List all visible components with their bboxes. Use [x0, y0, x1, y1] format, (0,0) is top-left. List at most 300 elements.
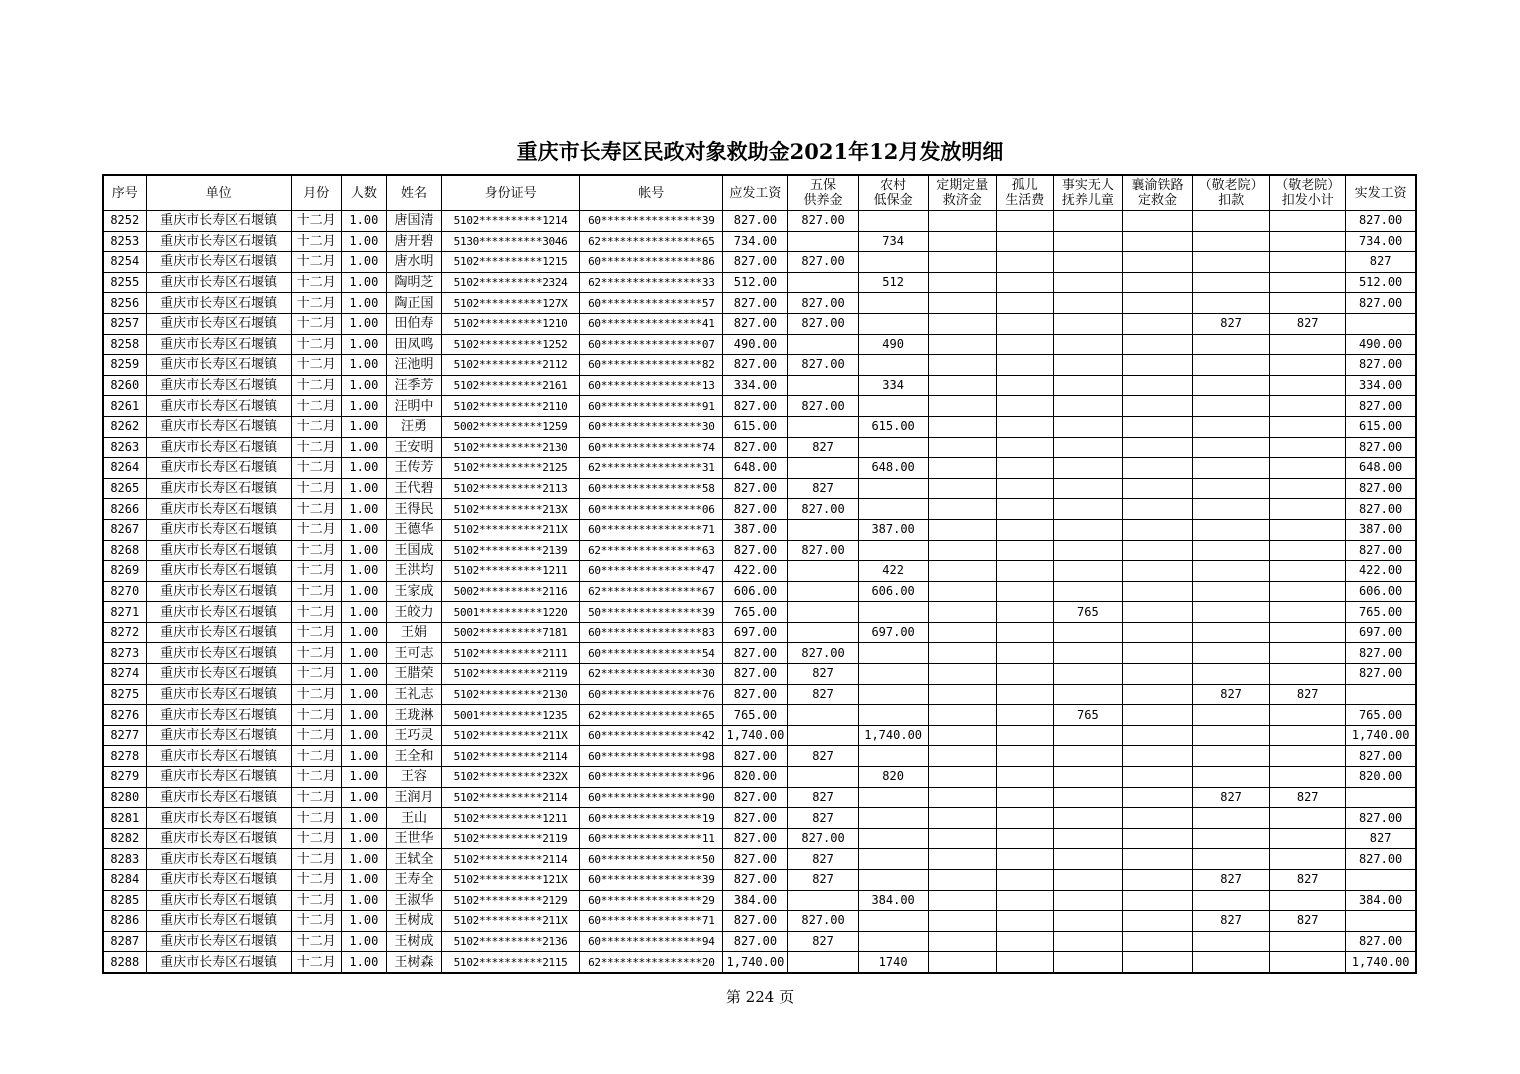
- table-cell: [1193, 808, 1270, 829]
- table-cell: [996, 252, 1053, 273]
- table-cell: 60****************86: [580, 252, 723, 273]
- table-cell: [1053, 664, 1122, 685]
- table-cell: 重庆市长寿区石堰镇: [146, 416, 291, 437]
- table-cell: 重庆市长寿区石堰镇: [146, 746, 291, 767]
- table-cell: 1.00: [341, 293, 386, 314]
- table-cell: 60****************58: [580, 478, 723, 499]
- table-cell: 5102**********121X: [441, 870, 579, 891]
- table-cell: 重庆市长寿区石堰镇: [146, 931, 291, 952]
- table-cell: [996, 519, 1053, 540]
- table-cell: [928, 828, 996, 849]
- table-cell: 5102**********2112: [441, 355, 579, 376]
- table-cell: [1053, 931, 1122, 952]
- table-cell: [788, 519, 858, 540]
- table-cell: [1053, 355, 1122, 376]
- table-cell: 重庆市长寿区石堰镇: [146, 355, 291, 376]
- table-cell: 重庆市长寿区石堰镇: [146, 828, 291, 849]
- column-header: [441, 175, 579, 211]
- table-cell: [1193, 355, 1270, 376]
- table-cell: [1270, 746, 1346, 767]
- table-cell: 1.00: [341, 519, 386, 540]
- table-cell: 60****************13: [580, 375, 723, 396]
- table-cell: [1122, 313, 1192, 334]
- table-row: [103, 664, 1416, 685]
- table-cell: [1122, 499, 1192, 520]
- table-cell: 827.00: [1346, 746, 1416, 767]
- table-cell: 王寿全: [386, 870, 441, 891]
- table-cell: [1053, 870, 1122, 891]
- table-cell: [928, 231, 996, 252]
- table-cell: [1193, 952, 1270, 973]
- table-cell: 60****************74: [580, 437, 723, 458]
- table-cell: 60****************71: [580, 911, 723, 932]
- table-cell: [1122, 231, 1192, 252]
- table-cell: [1193, 293, 1270, 314]
- table-cell: [858, 437, 928, 458]
- table-cell: 827.00: [723, 684, 788, 705]
- table-cell: 重庆市长寿区石堰镇: [146, 478, 291, 499]
- table-cell: [1122, 931, 1192, 952]
- table-cell: 1.00: [341, 808, 386, 829]
- table-cell: 334.00: [723, 375, 788, 396]
- table-cell: [1270, 416, 1346, 437]
- table-cell: [1122, 849, 1192, 870]
- table-cell: [788, 890, 858, 911]
- table-cell: 1.00: [341, 684, 386, 705]
- table-cell: 8266: [103, 499, 146, 520]
- table-cell: [1270, 519, 1346, 540]
- column-header-line: 定救金: [1137, 193, 1177, 208]
- table-cell: 8254: [103, 252, 146, 273]
- column-header-line: 身份证号: [484, 185, 537, 201]
- table-cell: [1270, 952, 1346, 973]
- table-cell: 422.00: [723, 561, 788, 582]
- table-cell: 5102**********1210: [441, 313, 579, 334]
- table-cell: [858, 787, 928, 808]
- table-cell: 60****************54: [580, 643, 723, 664]
- table-cell: 王安明: [386, 437, 441, 458]
- table-cell: [1346, 787, 1416, 808]
- table-cell: 5102**********1215: [441, 252, 579, 273]
- table-cell: 王腊荣: [386, 664, 441, 685]
- table-cell: [1193, 375, 1270, 396]
- table-cell: [1053, 313, 1122, 334]
- table-cell: 827.00: [1346, 808, 1416, 829]
- table-cell: 重庆市长寿区石堰镇: [146, 519, 291, 540]
- table-cell: 5102**********211X: [441, 519, 579, 540]
- table-cell: [928, 767, 996, 788]
- table-cell: 1,740.00: [723, 952, 788, 973]
- table-cell: 5102**********2130: [441, 684, 579, 705]
- table-cell: 5102**********2125: [441, 458, 579, 479]
- table-cell: [1053, 684, 1122, 705]
- table-row: [103, 272, 1416, 293]
- table-cell: 62****************20: [580, 952, 723, 973]
- table-cell: 十二月: [291, 313, 341, 334]
- table-cell: 1.00: [341, 870, 386, 891]
- table-cell: [1053, 849, 1122, 870]
- table-cell: 陶正国: [386, 293, 441, 314]
- column-header-line: 定期定量: [936, 178, 989, 193]
- table-cell: [1053, 952, 1122, 973]
- table-cell: 5001**********1235: [441, 705, 579, 726]
- table-cell: 1.00: [341, 602, 386, 623]
- table-cell: 5102**********2110: [441, 396, 579, 417]
- table-cell: [858, 808, 928, 829]
- table-cell: 62****************31: [580, 458, 723, 479]
- table-cell: [996, 458, 1053, 479]
- table-cell: [928, 931, 996, 952]
- table-cell: 827.00: [1346, 437, 1416, 458]
- table-cell: [996, 828, 1053, 849]
- table-cell: [1270, 458, 1346, 479]
- table-cell: 十二月: [291, 725, 341, 746]
- table-cell: 1740: [858, 952, 928, 973]
- table-cell: 827.00: [723, 437, 788, 458]
- column-header-line: 生活费: [1005, 193, 1045, 208]
- table-cell: [928, 519, 996, 540]
- table-cell: 1,740.00: [858, 725, 928, 746]
- table-cell: 1.00: [341, 705, 386, 726]
- table-cell: 8288: [103, 952, 146, 973]
- table-cell: 827.00: [1346, 293, 1416, 314]
- table-cell: 827: [788, 746, 858, 767]
- table-cell: 8261: [103, 396, 146, 417]
- table-cell: 615.00: [1346, 416, 1416, 437]
- table-cell: [1053, 272, 1122, 293]
- table-cell: [1053, 643, 1122, 664]
- table-cell: 60****************91: [580, 396, 723, 417]
- table-cell: [1122, 355, 1192, 376]
- table-cell: 十二月: [291, 808, 341, 829]
- table-cell: 827.00: [1346, 355, 1416, 376]
- table-cell: 1.00: [341, 622, 386, 643]
- table-cell: [928, 622, 996, 643]
- table-cell: [996, 396, 1053, 417]
- table-cell: 8275: [103, 684, 146, 705]
- table-cell: [1122, 334, 1192, 355]
- table-cell: [996, 849, 1053, 870]
- table-cell: [1122, 664, 1192, 685]
- table-cell: [996, 952, 1053, 973]
- table-cell: [996, 767, 1053, 788]
- table-cell: [1270, 581, 1346, 602]
- table-cell: 827.00: [723, 808, 788, 829]
- table-row: [103, 231, 1416, 252]
- table-cell: 5102**********213X: [441, 499, 579, 520]
- table-cell: [928, 561, 996, 582]
- table-cell: [1122, 890, 1192, 911]
- table-cell: 5001**********1220: [441, 602, 579, 623]
- table-cell: 5102**********1252: [441, 334, 579, 355]
- table-cell: 王皎力: [386, 602, 441, 623]
- table-cell: 十二月: [291, 890, 341, 911]
- table-row: [103, 849, 1416, 870]
- table-cell: [1193, 746, 1270, 767]
- table-cell: [1122, 561, 1192, 582]
- table-cell: [1270, 849, 1346, 870]
- table-row: [103, 458, 1416, 479]
- table-row: [103, 767, 1416, 788]
- table-cell: 827.00: [1346, 643, 1416, 664]
- table-cell: [996, 664, 1053, 685]
- table-cell: [788, 952, 858, 973]
- table-cell: 5102**********2324: [441, 272, 579, 293]
- table-cell: 827.00: [788, 540, 858, 561]
- table-cell: 5102**********1211: [441, 808, 579, 829]
- table-cell: 827.00: [1346, 211, 1416, 232]
- table-cell: 648.00: [723, 458, 788, 479]
- table-cell: 王巧灵: [386, 725, 441, 746]
- table-cell: [1346, 684, 1416, 705]
- table-cell: [928, 293, 996, 314]
- column-header: [580, 175, 723, 211]
- table-cell: [858, 499, 928, 520]
- table-cell: 60****************07: [580, 334, 723, 355]
- table-body: [103, 211, 1416, 973]
- table-cell: 1.00: [341, 334, 386, 355]
- table-cell: [788, 334, 858, 355]
- table-cell: 十二月: [291, 746, 341, 767]
- column-header-line: 救济金: [942, 193, 982, 208]
- table-cell: 827.00: [723, 787, 788, 808]
- table-cell: [928, 787, 996, 808]
- table-cell: 8284: [103, 870, 146, 891]
- table-cell: 1.00: [341, 416, 386, 437]
- table-cell: 5002**********7181: [441, 622, 579, 643]
- table-cell: 765.00: [723, 602, 788, 623]
- table-cell: [1193, 890, 1270, 911]
- table-cell: 1.00: [341, 540, 386, 561]
- table-cell: 重庆市长寿区石堰镇: [146, 643, 291, 664]
- table-cell: 5102**********1214: [441, 211, 579, 232]
- table-cell: 王树森: [386, 952, 441, 973]
- table-cell: [788, 725, 858, 746]
- table-cell: [996, 231, 1053, 252]
- table-row: [103, 952, 1416, 973]
- table-cell: 1.00: [341, 355, 386, 376]
- table-cell: 827.00: [1346, 664, 1416, 685]
- table-cell: [1193, 334, 1270, 355]
- table-cell: 827.00: [788, 355, 858, 376]
- table-cell: [996, 561, 1053, 582]
- table-cell: 重庆市长寿区石堰镇: [146, 252, 291, 273]
- table-row: [103, 581, 1416, 602]
- table-cell: [1053, 458, 1122, 479]
- table-cell: 十二月: [291, 931, 341, 952]
- table-cell: 827.00: [1346, 540, 1416, 561]
- table-cell: 重庆市长寿区石堰镇: [146, 725, 291, 746]
- table-cell: 重庆市长寿区石堰镇: [146, 767, 291, 788]
- table-cell: 512.00: [1346, 272, 1416, 293]
- table-cell: 重庆市长寿区石堰镇: [146, 808, 291, 829]
- table-cell: 十二月: [291, 602, 341, 623]
- table-cell: 1.00: [341, 664, 386, 685]
- table-cell: [928, 334, 996, 355]
- table-cell: 1,740.00: [723, 725, 788, 746]
- table-cell: 60****************29: [580, 890, 723, 911]
- table-cell: 827.00: [788, 911, 858, 932]
- table-cell: [858, 602, 928, 623]
- column-header: [788, 175, 858, 211]
- table-cell: 8268: [103, 540, 146, 561]
- table-cell: [996, 499, 1053, 520]
- table-cell: 1.00: [341, 396, 386, 417]
- table-cell: [858, 643, 928, 664]
- table-cell: 十二月: [291, 375, 341, 396]
- table-cell: 60****************83: [580, 622, 723, 643]
- table-cell: 8274: [103, 664, 146, 685]
- table-cell: 827: [1270, 870, 1346, 891]
- table-cell: [996, 355, 1053, 376]
- table-cell: 1.00: [341, 746, 386, 767]
- column-header-line: 实发工资: [1354, 185, 1407, 201]
- table-cell: [996, 211, 1053, 232]
- table-cell: 1.00: [341, 499, 386, 520]
- column-header: [1270, 175, 1346, 211]
- table-cell: 十二月: [291, 540, 341, 561]
- table-cell: [1193, 643, 1270, 664]
- table-cell: 8257: [103, 313, 146, 334]
- table-cell: [788, 375, 858, 396]
- table-cell: 8276: [103, 705, 146, 726]
- table-cell: 648.00: [1346, 458, 1416, 479]
- table-cell: 唐开碧: [386, 231, 441, 252]
- table-cell: [1053, 396, 1122, 417]
- table-cell: [1122, 581, 1192, 602]
- table-cell: [1122, 828, 1192, 849]
- table-cell: 422: [858, 561, 928, 582]
- table-cell: 5102**********2111: [441, 643, 579, 664]
- table-cell: 827: [788, 437, 858, 458]
- table-cell: [1122, 622, 1192, 643]
- table-cell: 重庆市长寿区石堰镇: [146, 870, 291, 891]
- table-cell: [1270, 293, 1346, 314]
- table-cell: 5102**********232X: [441, 767, 579, 788]
- table-cell: [928, 416, 996, 437]
- table-cell: [1053, 581, 1122, 602]
- table-row: [103, 211, 1416, 232]
- table-cell: 827.00: [1346, 499, 1416, 520]
- table-cell: 60****************57: [580, 293, 723, 314]
- table-cell: [1053, 561, 1122, 582]
- table-cell: 5102**********2161: [441, 375, 579, 396]
- table-row: [103, 499, 1416, 520]
- table-cell: 62****************30: [580, 664, 723, 685]
- table-cell: [1122, 870, 1192, 891]
- column-header-line: 应发工资: [729, 185, 782, 201]
- table-cell: [1270, 478, 1346, 499]
- table-cell: 十二月: [291, 478, 341, 499]
- table-cell: 王代碧: [386, 478, 441, 499]
- table-cell: 60****************76: [580, 684, 723, 705]
- table-cell: 1.00: [341, 313, 386, 334]
- table-cell: [1270, 272, 1346, 293]
- table-cell: 827: [788, 931, 858, 952]
- table-cell: 827: [1193, 684, 1270, 705]
- table-cell: [1053, 911, 1122, 932]
- table-cell: [996, 746, 1053, 767]
- table-cell: [996, 725, 1053, 746]
- table-cell: 重庆市长寿区石堰镇: [146, 375, 291, 396]
- table-cell: 827: [1193, 911, 1270, 932]
- table-cell: 387.00: [1346, 519, 1416, 540]
- table-cell: [1053, 808, 1122, 829]
- column-header-line: 抚养儿童: [1061, 193, 1114, 208]
- table-cell: [1053, 437, 1122, 458]
- table-cell: 重庆市长寿区石堰镇: [146, 272, 291, 293]
- table-cell: [1193, 540, 1270, 561]
- table-cell: 512: [858, 272, 928, 293]
- table-cell: [996, 416, 1053, 437]
- table-cell: 734: [858, 231, 928, 252]
- table-cell: 重庆市长寿区石堰镇: [146, 540, 291, 561]
- table-cell: [1122, 396, 1192, 417]
- table-cell: 827.00: [788, 313, 858, 334]
- table-cell: [788, 272, 858, 293]
- table-cell: [996, 643, 1053, 664]
- table-cell: [788, 602, 858, 623]
- table-cell: 重庆市长寿区石堰镇: [146, 602, 291, 623]
- table-row: [103, 643, 1416, 664]
- table-cell: 王轼全: [386, 849, 441, 870]
- table-cell: 5102**********2114: [441, 787, 579, 808]
- table-cell: 490.00: [723, 334, 788, 355]
- table-cell: [1270, 231, 1346, 252]
- table-cell: 十二月: [291, 231, 341, 252]
- table-row: [103, 478, 1416, 499]
- table-cell: [1270, 540, 1346, 561]
- column-header-line: 人数: [350, 185, 377, 201]
- table-cell: 1.00: [341, 375, 386, 396]
- table-row: [103, 787, 1416, 808]
- table-cell: 827.00: [723, 499, 788, 520]
- table-cell: [1053, 746, 1122, 767]
- table-cell: 十二月: [291, 684, 341, 705]
- table-cell: [1053, 375, 1122, 396]
- table-cell: [1270, 211, 1346, 232]
- table-cell: 王世华: [386, 828, 441, 849]
- table-cell: 697.00: [723, 622, 788, 643]
- table-cell: [1270, 252, 1346, 273]
- table-cell: [928, 664, 996, 685]
- table-cell: 734.00: [1346, 231, 1416, 252]
- table-cell: 615.00: [723, 416, 788, 437]
- table-cell: 827.00: [723, 931, 788, 952]
- table-cell: 重庆市长寿区石堰镇: [146, 911, 291, 932]
- table-cell: [928, 478, 996, 499]
- table-cell: [1122, 808, 1192, 829]
- table-cell: 十二月: [291, 355, 341, 376]
- table-cell: 1,740.00: [1346, 952, 1416, 973]
- table-cell: [1270, 931, 1346, 952]
- table-cell: 1.00: [341, 849, 386, 870]
- table-cell: [1122, 211, 1192, 232]
- table-cell: [1193, 499, 1270, 520]
- table-cell: 8267: [103, 519, 146, 540]
- table-cell: [1122, 911, 1192, 932]
- table-row: [103, 684, 1416, 705]
- table-cell: 60****************41: [580, 313, 723, 334]
- table-header-row: [103, 175, 1416, 211]
- table-cell: [1193, 416, 1270, 437]
- table-cell: 8265: [103, 478, 146, 499]
- table-cell: 62****************33: [580, 272, 723, 293]
- table-cell: 5102**********211X: [441, 725, 579, 746]
- column-header-line: 事实无人: [1061, 178, 1114, 193]
- table-cell: 765: [1053, 602, 1122, 623]
- table-cell: [1053, 622, 1122, 643]
